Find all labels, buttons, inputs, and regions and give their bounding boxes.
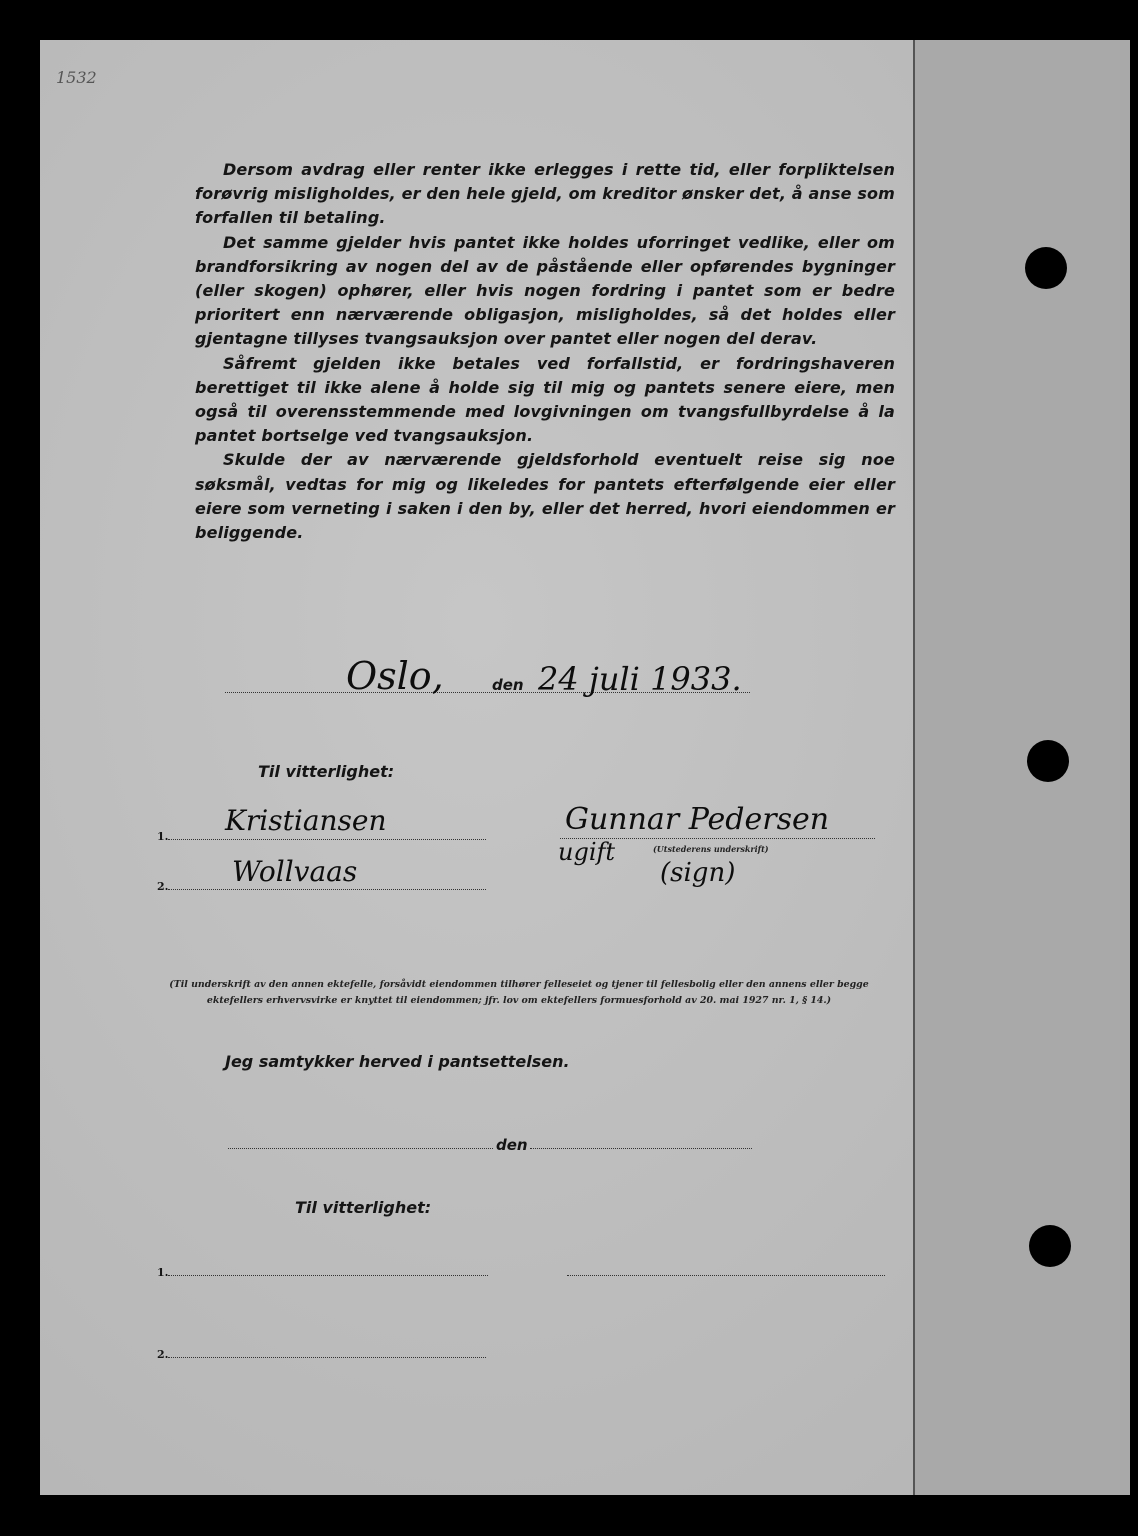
corner-page-mark: 1532 — [56, 68, 97, 87]
issuer-signature: Gunnar Pedersen — [565, 802, 830, 837]
consent-signature-line — [567, 1275, 885, 1276]
consent-place-line — [228, 1148, 493, 1149]
marital-status-handwriting: ugift — [558, 838, 616, 866]
witness-number: 2. — [157, 880, 169, 893]
paragraph-venue-terms: Skulde der av nærværende gjeldsforhold eventuelt reise sig noe søksmål, vedtas for mig og likeledes for pantets efterfølgende eier eller eiere som verneting i saken i den by, eller det herred, hvori eiendommen er beliggende. — [195, 450, 895, 543]
witness-number: 1. — [157, 1266, 169, 1279]
date-handwriting: 24 juli 1933. — [538, 660, 742, 698]
page-fold-line — [913, 40, 915, 1495]
paragraph-default-terms: Dersom avdrag eller renter ikke erlegges i rette tid, eller forpliktelsen forøvrig misligholdes, er den hele gjeld, om kreditor ønsker det, å anse som forfallen til betaling. — [195, 160, 895, 228]
punch-hole — [1025, 247, 1067, 289]
sign-handwriting: (sign) — [660, 858, 736, 888]
witness-number: 1. — [157, 830, 169, 843]
consent-den-label: den — [496, 1136, 528, 1154]
consent-date-line — [530, 1148, 752, 1149]
issuer-caption: (Utstederens underskrift) — [653, 844, 769, 854]
consent-statement: Jeg samtykker herved i pantsettelsen. — [225, 1052, 570, 1071]
terms-text — [195, 158, 895, 545]
document-page — [40, 40, 1130, 1495]
paragraph-maintenance-terms: Det samme gjelder hvis pantet ikke holdes uforringet vedlike, eller om brandforsikring av nogen del av de påstående eller opførendes bygninger (eller skogen) ophører, eller hvis nogen fordring i pantet som er bedre prioritert enn nærværende obligasjon, misligholdes, så det holdes eller gjentagne tillyses tvangsauksjon over pantet eller nogen del derav. — [195, 232, 895, 349]
witness-number: 2. — [157, 1348, 169, 1361]
witness-heading-2: Til vitterlighet: — [295, 1198, 432, 1217]
witness-signature: Kristiansen — [225, 804, 387, 837]
den-label: den — [492, 676, 524, 694]
witness-signature-line — [168, 1275, 488, 1276]
witness-signature-line — [168, 889, 486, 890]
witness-signature: Wollvaas — [232, 855, 358, 888]
place-handwriting: Oslo, — [346, 654, 444, 698]
witness-signature-line — [168, 1357, 486, 1358]
witness-heading: Til vitterlighet: — [258, 762, 395, 781]
punch-hole — [1027, 740, 1069, 782]
spouse-signature-note: (Til underskrift av den annen ektefelle, forsåvidt eiendommen tilhører felleseiet og tjener til fellesbolig eller den annens eller begge ektefellers erhvervsvirke er knyttet til eiendommen; jfr. lov om ektefellers formuesforhold av 20. mai 1927 nr. 1, § 14.) — [169, 979, 869, 1006]
punch-hole — [1029, 1225, 1071, 1267]
adjacent-page-strip — [915, 40, 1130, 1495]
witness-signature-line — [168, 839, 486, 840]
paragraph-enforcement-terms: Såfremt gjelden ikke betales ved forfallstid, er fordringshaveren berettiget til ikke alene å holde sig til mig og pantets senere eiere, men også til overensstemmende med lovgivningen om tvangsfullbyrdelse å la pantet bortselge ved tvangsauksjon. — [195, 353, 895, 446]
